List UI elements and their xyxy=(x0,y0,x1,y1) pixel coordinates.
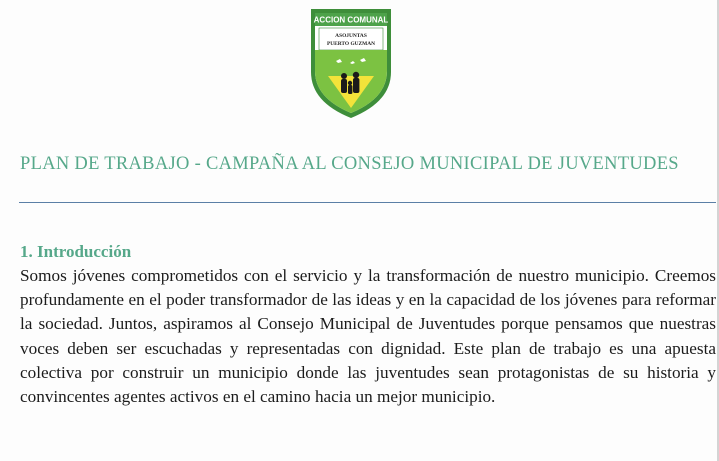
title-divider xyxy=(19,202,716,203)
introduction-paragraph: Somos jóvenes comprometidos con el servicio y la transformación de nuestro municipio. Creemos profundamente en el poder transformador de las ideas y en la capacidad de los jóvenes para reformar la sociedad. Juntos, aspiramos al Consejo Municipal de Juventudes porque pensamos que nuestras voces deben ser escuchadas y representadas con dignidad. Este plan de trabajo es una apuesta colectiva por construir un municipio donde las juventudes sean protagonistas de su historia y convincentes agentes activos en el camino hacia un mejor municipio. xyxy=(20,266,716,407)
document-title: PLAN DE TRABAJO - CAMPAÑA AL CONSEJO MUNICIPAL DE JUVENTUDES xyxy=(20,154,679,174)
accion-comunal-logo xyxy=(308,6,394,120)
section-heading-introduccion: 1. Introducción xyxy=(20,242,132,261)
shield-emblem-icon xyxy=(308,6,394,120)
logo-banner-text: ACCION COMUNAL xyxy=(313,15,389,25)
logo-line1-text: ASOJUNTAS xyxy=(335,33,367,39)
logo-line2-text: PUERTO GUZMAN xyxy=(326,41,376,47)
